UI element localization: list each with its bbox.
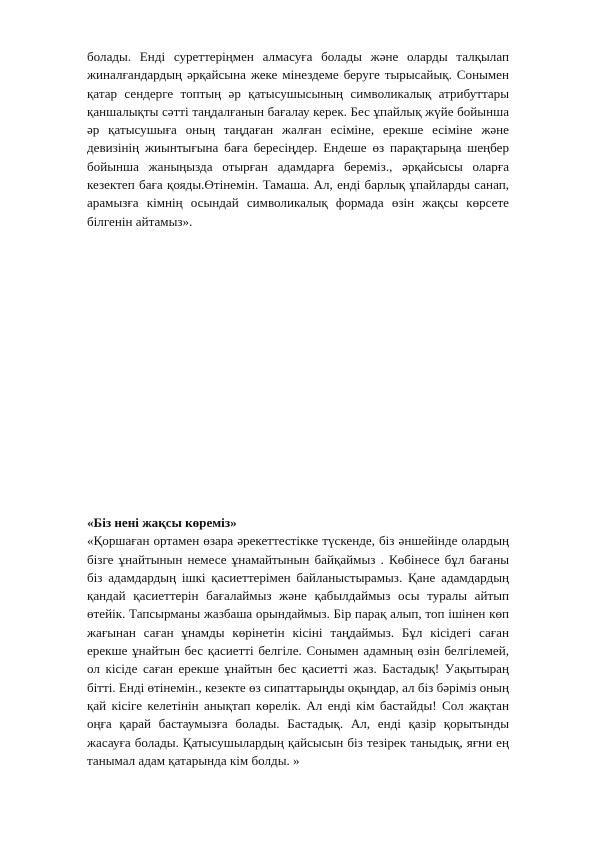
text-block-1 [87,48,509,231]
paragraph-1: болады. Енді суреттеріңмен алмасуға болады және оларды талқылап жиналғандардың әрқайсына жеке мінездеме беруге тырысайық. Сонымен қатар сендерге топтың әр қатысушысының символикалық атрибуттары қаншалықты сәтті таңдалғанын бағалау керек. Бес ұпайлық жүйе бойынша әр қатысушыға оның таңдаған жалған есіміне, ерекше есіміне және девизінің жиынтығына баға бересіңдер. Ендеше өз парақтарыңа шеңбер бойынша жаныңызда отырған адамдарға береміз., әрқайсысы оларға кезектеп баға қояды.Өтінемін. Тамаша. Ал, енді барлық ұпайларды санап, арамызға кімнің осындай символикалық формада өзін жақсы көрсете білгенін айтамыз». [87,49,509,229]
section-heading: «Біз нені жақсы көреміз» [87,515,237,530]
paragraph-2: «Қоршаған ортамен өзара әрекеттестікке түскенде, біз әншейінде олардың бізге ұнайтынын немесе ұнамайтынын байқаймыз . Көбінесе бұл бағаны біз адамдардың ішкі қасиеттерімен байланыстырамыз. Қане адамдардың қандай қасиеттерін бағалаймыз және қабылдаймыз осы туралы айтып өтейік. Тапсырманы жазбаша орындаймыз. Бір парақ алып, топ ішінен көп жағынан саған ұнамды көрінетін кісіні таңдаймыз. Бұл кісідегі саған ерекше ұнайтын бес қасиетті белгіле. Сонымен адамның өзін белгілемей, ол кісіде саған ерекше ұнайтын бес қасиетті жаз. Бастадық! Уақытыраң бітті. Енді өтінемін., кезекте өз сипаттарыңды оқыңдар, ал біз бәріміз оның қай кісіге келетінін анықтап көрелік. Ал енді кім бастайды! Сол жақтан оңға қарай бастаумызға болады. Бастадық. Ал, енді қазір қорытынды жасауға болады. Қатысушылардың қайсысын біз тезірек таныдық, яғни ең танымал адам қатарында кім болды. » [87,533,509,768]
text-block-2 [87,514,509,770]
